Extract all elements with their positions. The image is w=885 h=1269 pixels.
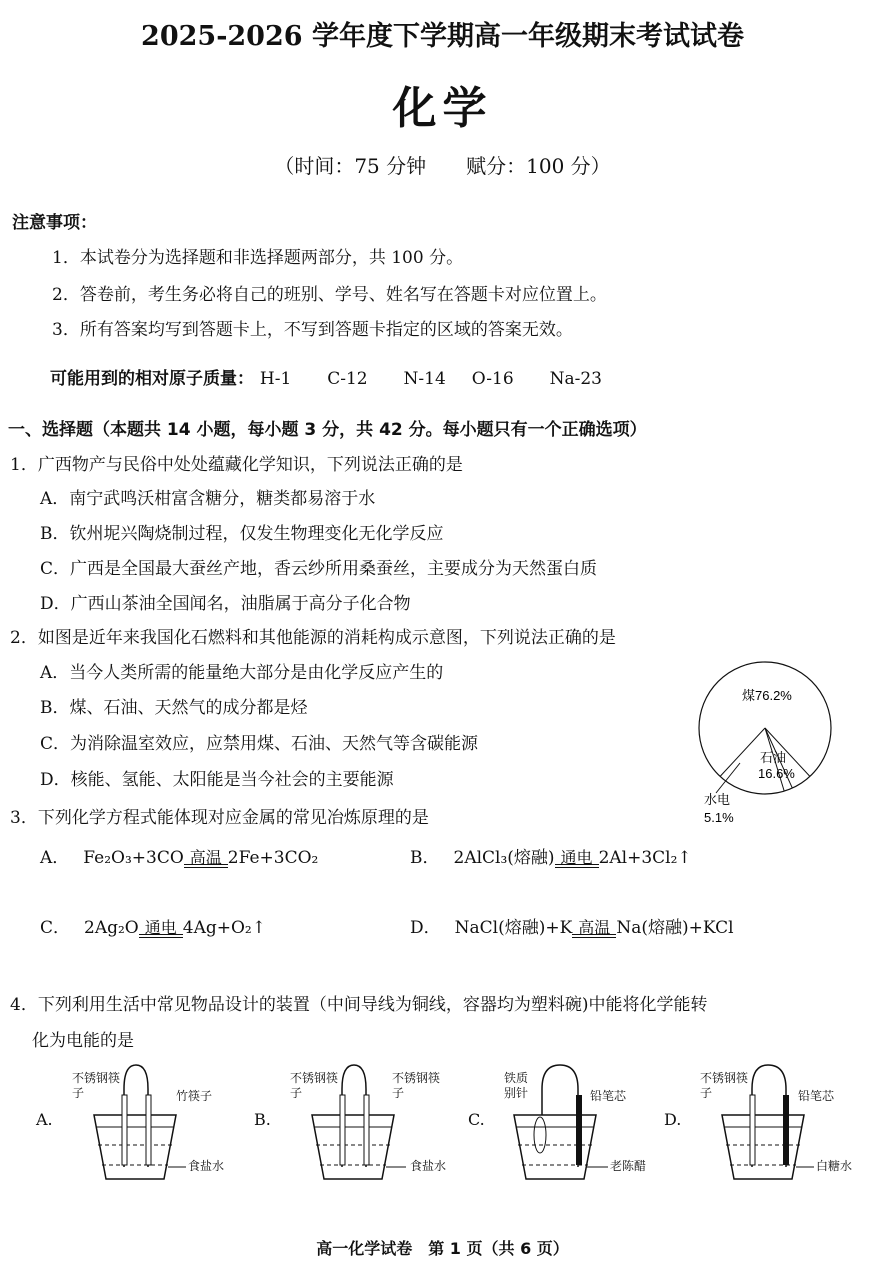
device-option-label: D. [664, 1110, 682, 1129]
device-a [36, 1055, 236, 1185]
question-2-option-b: B．煤、石油、天然气的成分都是烃 [40, 698, 308, 718]
time-info: （时间：75 分钟 赋分：100 分） [274, 154, 611, 178]
pie-label-oil-name: 石油 [760, 750, 787, 765]
atomic-mass-value: H-1 [259, 369, 292, 389]
energy-pie-chart [690, 650, 840, 835]
reaction-condition: 通电 [144, 918, 177, 937]
reaction-condition: 高温 [189, 848, 222, 867]
reaction-arrow [184, 850, 228, 868]
question-1-option-c: C．广西是全国最大蚕丝产地，香云纱所用桑蚕丝，主要成分为天然蛋白质 [40, 559, 598, 579]
electrode-left-label: 不锈钢筷子 [72, 1071, 121, 1100]
option-label: B． [410, 848, 440, 868]
reaction-condition: 通电 [560, 848, 593, 867]
device-diagram [254, 1055, 454, 1185]
notice-item: 3．所有答案均写到答题卡上，不写到答题卡指定的区域的答案无效。 [52, 320, 573, 340]
exam-title: 2025-2026 学年度下学期高一年级期末考试试卷 [141, 21, 744, 52]
reaction-arrow [572, 920, 616, 938]
section-heading: 一、选择题（本题共 14 小题，每小题 3 分，共 42 分。每小题只有一个正确选项） [8, 420, 647, 440]
question-3-stem: 3．下列化学方程式能体现对应金属的常见冶炼原理的是 [10, 808, 429, 828]
atomic-mass-value: O-16 [471, 369, 514, 389]
atomic-mass-value: C-12 [327, 369, 368, 389]
question-1-option-a: A．南宁武鸣沃柑富含糖分，糖类都易溶于水 [40, 489, 376, 509]
option-label: A． [40, 848, 70, 868]
atomic-mass-label: 可能用到的相对原子质量： [50, 369, 254, 389]
device-b [254, 1055, 454, 1185]
question-3-option-a [40, 843, 318, 868]
notice-heading: 注意事项： [12, 213, 97, 233]
option-label: D． [410, 918, 441, 938]
equation-rhs: 2Fe+3CO₂ [227, 848, 319, 868]
device-diagram [664, 1055, 874, 1185]
electrode-left-label: 不锈钢筷子 [290, 1071, 339, 1100]
question-4-stem-line1: 4．下列利用生活中常见物品设计的装置（中间导线为铜线，容器均为塑料碗)中能将化学能转 [10, 995, 708, 1015]
question-2-stem: 2．如图是近年来我国化石燃料和其他能源的消耗构成示意图，下列说法正确的是 [10, 628, 616, 648]
atomic-mass-value: Na-23 [549, 369, 602, 389]
question-2-option-d: D．核能、氢能、太阳能是当今社会的主要能源 [40, 770, 394, 790]
question-2-option-c: C．为消除温室效应，应禁用煤、石油、天然气等含碳能源 [40, 734, 479, 754]
question-2-option-a: A．当今人类所需的能量绝大部分是由化学反应产生的 [40, 663, 444, 683]
device-option-label: B. [254, 1110, 271, 1129]
equation-rhs: 2Al+3Cl₂↑ [598, 848, 692, 868]
electrode-left-label: 铁质别针 [504, 1071, 529, 1100]
question-3-option-c [40, 913, 266, 938]
option-label: C． [40, 918, 71, 938]
atomic-mass-value: N-14 [403, 369, 446, 389]
pie-label-oil-pct: 16.6% [758, 766, 795, 781]
pie-label-hydro-name: 水电 [704, 792, 731, 807]
page-footer: 高一化学试卷 第 1 页（共 6 页） [316, 1239, 569, 1258]
liquid-label: 食盐水 [410, 1159, 447, 1173]
question-1-option-b: B．钦州坭兴陶烧制过程，仅发生物理变化无化学反应 [40, 524, 444, 544]
liquid-label: 白糖水 [816, 1159, 853, 1173]
device-c [468, 1055, 668, 1185]
electrode-right-label: 竹筷子 [176, 1089, 213, 1103]
equation-lhs: NaCl(熔融)+K [454, 918, 573, 938]
question-1-option-d: D．广西山茶油全国闻名，油脂属于高分子化合物 [40, 594, 411, 614]
liquid-label: 老陈醋 [610, 1159, 647, 1173]
question-4-stem-line2: 化为电能的是 [32, 1031, 134, 1051]
notice-item: 1．本试卷分为选择题和非选择题两部分，共 100 分。 [52, 248, 464, 268]
reaction-condition: 高温 [578, 918, 611, 937]
pie-label-hydro-pct: 5.1% [704, 810, 734, 825]
equation-lhs: 2Ag₂O [84, 918, 139, 938]
liquid-label: 食盐水 [188, 1159, 225, 1173]
subject-title: 化学 [392, 83, 493, 134]
equation-lhs: 2AlCl₃(熔融) [453, 848, 555, 868]
atomic-mass-line [50, 364, 602, 389]
reaction-arrow [139, 920, 183, 938]
device-option-label: A. [36, 1110, 53, 1129]
question-1-stem: 1．广西物产与民俗中处处蕴藏化学知识，下列说法正确的是 [10, 455, 463, 475]
device-diagram [36, 1055, 236, 1185]
question-3-option-d [410, 913, 734, 938]
device-diagram [468, 1055, 668, 1185]
equation-rhs: Na(熔融)+KCl [616, 918, 734, 938]
equation-rhs: 4Ag+O₂↑ [182, 918, 266, 938]
device-option-label: C. [468, 1110, 485, 1129]
electrode-left-label: 不锈钢筷子 [700, 1071, 749, 1100]
electrode-right-label: 不锈钢筷子 [392, 1071, 441, 1100]
equation-lhs: Fe₂O₃+3CO [83, 848, 184, 868]
pie-label-coal: 煤76.2% [742, 688, 792, 703]
reaction-arrow [555, 850, 599, 868]
notice-item: 2．答卷前，考生务必将自己的班别、学号、姓名写在答题卡对应位置上。 [52, 285, 607, 305]
question-3-option-b [410, 843, 692, 868]
electrode-right-label: 铅笔芯 [798, 1089, 835, 1103]
electrode-right-label: 铅笔芯 [590, 1089, 627, 1103]
device-d [664, 1055, 874, 1185]
